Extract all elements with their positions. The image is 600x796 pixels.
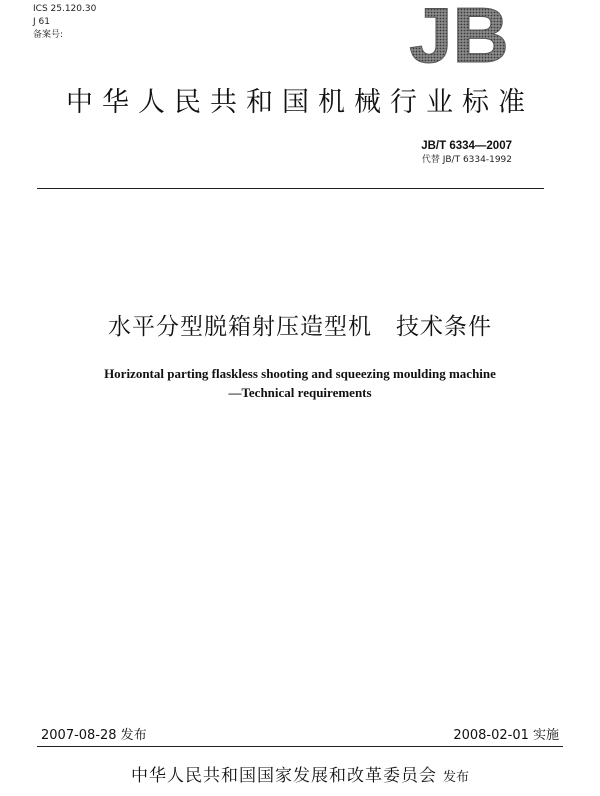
implementation-date: 2008-02-01 实施 [453, 728, 559, 743]
issuer-organization: 中华人民共和国国家发展和改革委员会 [130, 766, 437, 786]
issuing-authority [0, 764, 600, 790]
record-number: 备案号: [33, 30, 64, 40]
publication-date: 2007-08-28 发布 [41, 728, 147, 743]
footer-divider [37, 746, 563, 747]
industry-standard-title: 中华人民共和国机械行业标准 [66, 87, 534, 118]
classification-code: J 61 [33, 17, 50, 27]
header-divider [37, 188, 544, 189]
jb-logo [400, 2, 518, 68]
jb-logo-text: JB [409, 2, 509, 68]
document-title-chinese: 水平分型脱箱射压造型机 技术条件 [108, 314, 492, 340]
issuer-action: 发布 [442, 770, 469, 785]
document-title-english-line2: —Technical requirements [228, 385, 372, 400]
ics-code: ICS 25.120.30 [33, 4, 97, 14]
standard-number: JB/T 6334—2007 [421, 140, 512, 152]
document-title-english-line1: Horizontal parting flaskless shooting and squeezing moulding machine [104, 366, 496, 381]
replaced-standard: 代替 JB/T 6334-1992 [421, 155, 512, 165]
